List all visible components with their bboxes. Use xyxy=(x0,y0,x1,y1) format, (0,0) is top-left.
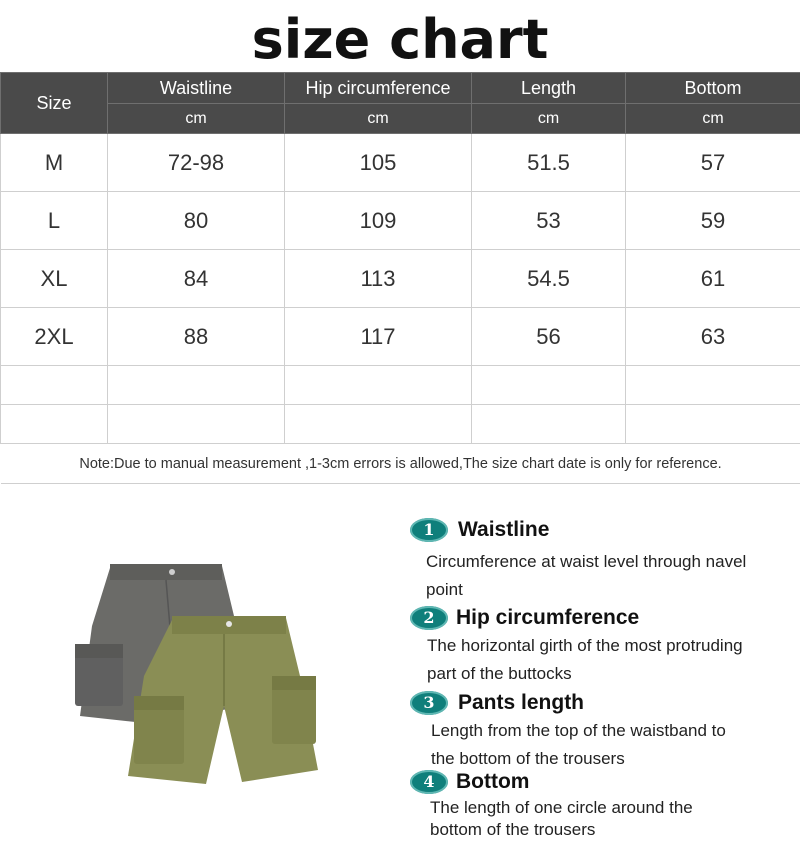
unit-bottom: cm xyxy=(626,104,800,134)
number-4-icon: 4 xyxy=(410,770,448,794)
cell-size: 2XL xyxy=(1,308,108,366)
cell-waist: 84 xyxy=(108,250,285,308)
number-1-icon: 1 xyxy=(410,518,448,542)
table-row xyxy=(1,308,800,366)
cell-length: 51.5 xyxy=(472,134,626,192)
legend-desc: bottom of the trousers xyxy=(430,820,596,839)
legend-desc: part of the buttocks xyxy=(427,664,572,683)
legend-desc: point xyxy=(426,580,463,599)
legend-title: Bottom xyxy=(456,770,530,793)
cell-hip: 113 xyxy=(285,250,472,308)
legend-title: Waistline xyxy=(458,518,550,541)
cell-size: L xyxy=(1,192,108,250)
cell-waist: 80 xyxy=(108,192,285,250)
table-row xyxy=(1,134,800,192)
cell-hip: 105 xyxy=(285,134,472,192)
header-length: Length xyxy=(472,73,626,104)
cell-length: 54.5 xyxy=(472,250,626,308)
cell-hip: 117 xyxy=(285,308,472,366)
legend-title: Pants length xyxy=(458,691,585,714)
cell-bottom: 61 xyxy=(626,250,800,308)
legend-desc: Length from the top of the waistband to xyxy=(431,721,726,740)
unit-waistline: cm xyxy=(108,104,285,134)
cell-waist: 88 xyxy=(108,308,285,366)
cell-length: 56 xyxy=(472,308,626,366)
legend-desc: the bottom of the trousers xyxy=(431,749,625,768)
unit-hip: cm xyxy=(285,104,472,134)
header-waistline: Waistline xyxy=(108,73,285,104)
unit-length: cm xyxy=(472,104,626,134)
table-row xyxy=(1,250,800,308)
measurement-note: Note:Due to manual measurement ,1-3cm errors is allowed,The size chart date is only for reference. xyxy=(1,444,800,484)
header-hip: Hip circumference xyxy=(285,73,472,104)
cell-waist: 72-98 xyxy=(108,134,285,192)
cell-bottom: 59 xyxy=(626,192,800,250)
cell-size: M xyxy=(1,134,108,192)
header-bottom: Bottom xyxy=(626,73,800,104)
cell-bottom: 57 xyxy=(626,134,800,192)
legend-title: Hip circumference xyxy=(456,606,640,629)
shorts-product-image xyxy=(72,556,332,796)
legend-desc: The length of one circle around the xyxy=(430,798,693,817)
cell-hip: 109 xyxy=(285,192,472,250)
empty-row xyxy=(1,405,800,444)
header-size: Size xyxy=(1,73,108,134)
cell-size: XL xyxy=(1,250,108,308)
legend-desc: The horizontal girth of the most protruding xyxy=(427,636,743,655)
number-3-icon: 3 xyxy=(410,691,448,715)
page-title: size chart xyxy=(251,8,549,71)
number-2-icon: 2 xyxy=(410,606,448,630)
cell-length: 53 xyxy=(472,192,626,250)
legend-desc: Circumference at waist level through navel xyxy=(426,552,747,571)
table-row xyxy=(1,192,800,250)
empty-row xyxy=(1,366,800,405)
cell-bottom: 63 xyxy=(626,308,800,366)
size-table xyxy=(0,72,800,484)
